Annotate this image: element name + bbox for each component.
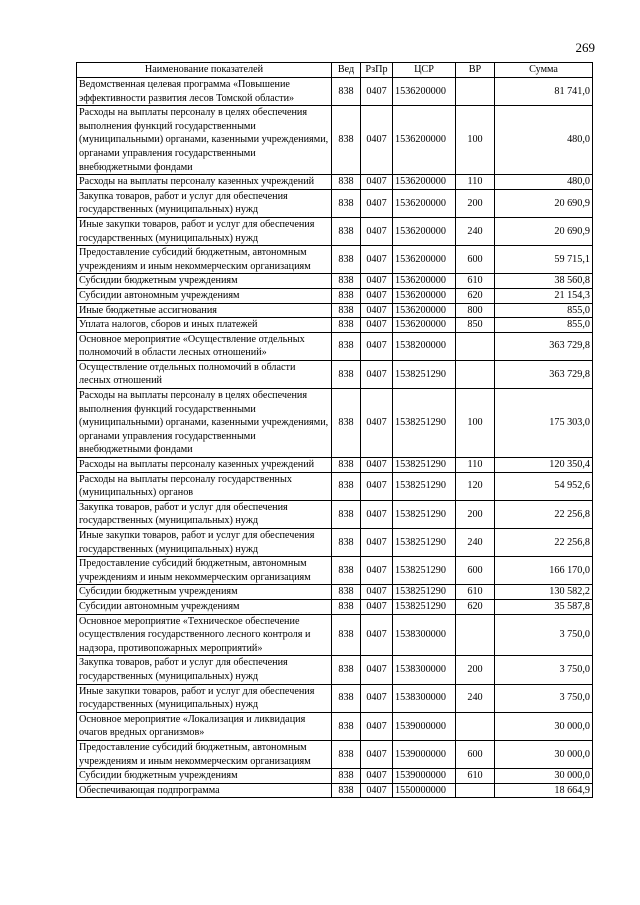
table-row <box>77 389 593 458</box>
row-name: Иные закупки товаров, работ и услуг для обеспечения государственных (муниципальных) нужд <box>77 217 332 245</box>
row-ved: 838 <box>332 175 361 190</box>
row-sum: 81 741,0 <box>495 78 593 106</box>
row-sum: 120 350,4 <box>495 458 593 473</box>
row-rzpr: 0407 <box>361 106 393 175</box>
header-vr: ВР <box>456 63 495 78</box>
row-ved: 838 <box>332 288 361 303</box>
row-name: Субсидии бюджетным учреждениям <box>77 274 332 289</box>
row-rzpr: 0407 <box>361 318 393 333</box>
table-row <box>77 458 593 473</box>
row-ved: 838 <box>332 360 361 388</box>
row-ved: 838 <box>332 500 361 528</box>
row-name: Осуществление отдельных полномочий в области лесных отношений <box>77 360 332 388</box>
row-vr: 240 <box>456 529 495 557</box>
row-rzpr: 0407 <box>361 500 393 528</box>
row-rzpr: 0407 <box>361 529 393 557</box>
table-row <box>77 599 593 614</box>
row-vr: 100 <box>456 106 495 175</box>
row-vr: 200 <box>456 500 495 528</box>
row-ved: 838 <box>332 614 361 656</box>
header-name: Наименование показателей <box>77 63 332 78</box>
table-row <box>77 472 593 500</box>
row-sum: 59 715,1 <box>495 246 593 274</box>
table-row <box>77 557 593 585</box>
row-csr: 1538251290 <box>393 389 456 458</box>
row-vr: 620 <box>456 288 495 303</box>
row-sum: 363 729,8 <box>495 360 593 388</box>
row-ved: 838 <box>332 332 361 360</box>
row-ved: 838 <box>332 585 361 600</box>
row-csr: 1536200000 <box>393 175 456 190</box>
table-row <box>77 712 593 740</box>
row-vr: 600 <box>456 246 495 274</box>
row-rzpr: 0407 <box>361 712 393 740</box>
row-csr: 1538251290 <box>393 472 456 500</box>
row-ved: 838 <box>332 740 361 768</box>
table-row <box>77 656 593 684</box>
row-vr: 610 <box>456 769 495 784</box>
row-name: Расходы на выплаты персоналу в целях обеспечения выполнения функций государственными (муниципальными) органами, казенными учреждениями, органами управления государственными внебюджетными фондами <box>77 106 332 175</box>
row-csr: 1538251290 <box>393 529 456 557</box>
row-sum: 3 750,0 <box>495 614 593 656</box>
row-csr: 1539000000 <box>393 712 456 740</box>
row-vr: 200 <box>456 656 495 684</box>
row-name: Обеспечивающая подпрограмма <box>77 783 332 798</box>
row-vr: 600 <box>456 557 495 585</box>
row-ved: 838 <box>332 472 361 500</box>
table-row <box>77 78 593 106</box>
row-csr: 1538300000 <box>393 656 456 684</box>
row-sum: 22 256,8 <box>495 529 593 557</box>
row-vr: 620 <box>456 599 495 614</box>
row-sum: 38 560,8 <box>495 274 593 289</box>
row-rzpr: 0407 <box>361 472 393 500</box>
row-vr: 240 <box>456 217 495 245</box>
header-ved: Вед <box>332 63 361 78</box>
row-ved: 838 <box>332 78 361 106</box>
row-sum: 3 750,0 <box>495 656 593 684</box>
table-row <box>77 585 593 600</box>
row-sum: 130 582,2 <box>495 585 593 600</box>
row-ved: 838 <box>332 599 361 614</box>
row-rzpr: 0407 <box>361 684 393 712</box>
row-rzpr: 0407 <box>361 78 393 106</box>
row-rzpr: 0407 <box>361 175 393 190</box>
row-name: Субсидии бюджетным учреждениям <box>77 769 332 784</box>
row-vr: 200 <box>456 189 495 217</box>
row-sum: 22 256,8 <box>495 500 593 528</box>
table-row <box>77 175 593 190</box>
table-row <box>77 189 593 217</box>
row-csr: 1550000000 <box>393 783 456 798</box>
header-csr: ЦСР <box>393 63 456 78</box>
table-row <box>77 360 593 388</box>
row-csr: 1536200000 <box>393 78 456 106</box>
row-sum: 166 170,0 <box>495 557 593 585</box>
row-sum: 54 952,6 <box>495 472 593 500</box>
row-name: Основное мероприятие «Техническое обеспечение осуществления государственного лесного контроля и надзора, противопожарных мероприятий» <box>77 614 332 656</box>
row-vr: 110 <box>456 175 495 190</box>
row-name: Закупка товаров, работ и услуг для обеспечения государственных (муниципальных) нужд <box>77 656 332 684</box>
row-rzpr: 0407 <box>361 783 393 798</box>
table-row <box>77 769 593 784</box>
row-csr: 1538251290 <box>393 599 456 614</box>
row-vr: 100 <box>456 389 495 458</box>
table-header-row <box>77 63 593 78</box>
row-sum: 855,0 <box>495 303 593 318</box>
row-rzpr: 0407 <box>361 585 393 600</box>
row-rzpr: 0407 <box>361 599 393 614</box>
table-row <box>77 500 593 528</box>
table-row <box>77 684 593 712</box>
row-rzpr: 0407 <box>361 389 393 458</box>
row-name: Закупка товаров, работ и услуг для обеспечения государственных (муниципальных) нужд <box>77 189 332 217</box>
table-row <box>77 740 593 768</box>
row-ved: 838 <box>332 303 361 318</box>
row-vr: 610 <box>456 274 495 289</box>
row-vr <box>456 783 495 798</box>
row-csr: 1536200000 <box>393 318 456 333</box>
row-name: Предоставление субсидий бюджетным, автономным учреждениям и иным некоммерческим организациям <box>77 740 332 768</box>
row-name: Субсидии автономным учреждениям <box>77 288 332 303</box>
row-csr: 1536200000 <box>393 217 456 245</box>
row-ved: 838 <box>332 246 361 274</box>
row-rzpr: 0407 <box>361 458 393 473</box>
row-ved: 838 <box>332 783 361 798</box>
row-name: Расходы на выплаты персоналу казенных учреждений <box>77 458 332 473</box>
row-sum: 18 664,9 <box>495 783 593 798</box>
table-row <box>77 318 593 333</box>
row-name: Иные закупки товаров, работ и услуг для обеспечения государственных (муниципальных) нужд <box>77 529 332 557</box>
budget-table <box>76 62 593 798</box>
row-ved: 838 <box>332 389 361 458</box>
row-name: Субсидии автономным учреждениям <box>77 599 332 614</box>
row-ved: 838 <box>332 769 361 784</box>
row-vr: 240 <box>456 684 495 712</box>
row-ved: 838 <box>332 189 361 217</box>
row-sum: 35 587,8 <box>495 599 593 614</box>
table-body <box>77 78 593 798</box>
row-rzpr: 0407 <box>361 288 393 303</box>
row-sum: 855,0 <box>495 318 593 333</box>
table-row <box>77 614 593 656</box>
row-ved: 838 <box>332 656 361 684</box>
row-vr <box>456 332 495 360</box>
row-name: Субсидии бюджетным учреждениям <box>77 585 332 600</box>
row-vr: 120 <box>456 472 495 500</box>
row-vr <box>456 614 495 656</box>
table-row <box>77 783 593 798</box>
row-sum: 480,0 <box>495 175 593 190</box>
row-ved: 838 <box>332 274 361 289</box>
row-ved: 838 <box>332 529 361 557</box>
table-row <box>77 274 593 289</box>
row-csr: 1538300000 <box>393 614 456 656</box>
row-csr: 1538251290 <box>393 360 456 388</box>
row-sum: 20 690,9 <box>495 189 593 217</box>
row-rzpr: 0407 <box>361 274 393 289</box>
row-vr <box>456 712 495 740</box>
row-csr: 1539000000 <box>393 740 456 768</box>
row-rzpr: 0407 <box>361 189 393 217</box>
row-rzpr: 0407 <box>361 656 393 684</box>
row-vr: 610 <box>456 585 495 600</box>
row-rzpr: 0407 <box>361 246 393 274</box>
row-csr: 1538251290 <box>393 500 456 528</box>
row-rzpr: 0407 <box>361 303 393 318</box>
row-vr <box>456 360 495 388</box>
row-vr: 600 <box>456 740 495 768</box>
row-ved: 838 <box>332 106 361 175</box>
row-name: Закупка товаров, работ и услуг для обеспечения государственных (муниципальных) нужд <box>77 500 332 528</box>
table-row <box>77 106 593 175</box>
row-rzpr: 0407 <box>361 217 393 245</box>
table-row <box>77 303 593 318</box>
row-csr: 1538251290 <box>393 458 456 473</box>
row-vr <box>456 78 495 106</box>
row-name: Основное мероприятие «Локализация и ликвидация очагов вредных организмов» <box>77 712 332 740</box>
row-ved: 838 <box>332 557 361 585</box>
row-name: Основное мероприятие «Осуществление отдельных полномочий в области лесных отношений» <box>77 332 332 360</box>
table-row <box>77 288 593 303</box>
row-rzpr: 0407 <box>361 557 393 585</box>
row-vr: 110 <box>456 458 495 473</box>
row-sum: 30 000,0 <box>495 712 593 740</box>
row-name: Расходы на выплаты персоналу государственных (муниципальных) органов <box>77 472 332 500</box>
row-csr: 1538200000 <box>393 332 456 360</box>
row-sum: 21 154,3 <box>495 288 593 303</box>
row-name: Уплата налогов, сборов и иных платежей <box>77 318 332 333</box>
row-ved: 838 <box>332 684 361 712</box>
row-sum: 30 000,0 <box>495 769 593 784</box>
row-sum: 480,0 <box>495 106 593 175</box>
row-sum: 20 690,9 <box>495 217 593 245</box>
row-ved: 838 <box>332 712 361 740</box>
row-rzpr: 0407 <box>361 360 393 388</box>
row-csr: 1539000000 <box>393 769 456 784</box>
row-name: Ведомственная целевая программа «Повышение эффективности развития лесов Томской области» <box>77 78 332 106</box>
table-row <box>77 529 593 557</box>
row-csr: 1538251290 <box>393 557 456 585</box>
row-vr: 800 <box>456 303 495 318</box>
row-rzpr: 0407 <box>361 769 393 784</box>
row-ved: 838 <box>332 318 361 333</box>
row-name: Предоставление субсидий бюджетным, автономным учреждениям и иным некоммерческим организациям <box>77 246 332 274</box>
row-name: Предоставление субсидий бюджетным, автономным учреждениям и иным некоммерческим организациям <box>77 557 332 585</box>
table-row <box>77 217 593 245</box>
row-name: Расходы на выплаты персоналу в целях обеспечения выполнения функций государственными (муниципальными) органами, казенными учреждениями, органами управления государственными внебюджетными фондами <box>77 389 332 458</box>
page-number: 269 <box>575 40 595 55</box>
header-rzpr: РзПр <box>361 63 393 78</box>
row-sum: 3 750,0 <box>495 684 593 712</box>
row-sum: 363 729,8 <box>495 332 593 360</box>
row-sum: 30 000,0 <box>495 740 593 768</box>
row-csr: 1536200000 <box>393 274 456 289</box>
row-sum: 175 303,0 <box>495 389 593 458</box>
table-row <box>77 332 593 360</box>
row-ved: 838 <box>332 217 361 245</box>
row-name: Иные закупки товаров, работ и услуг для обеспечения государственных (муниципальных) нужд <box>77 684 332 712</box>
row-csr: 1538251290 <box>393 585 456 600</box>
row-name: Расходы на выплаты персоналу казенных учреждений <box>77 175 332 190</box>
table-row <box>77 246 593 274</box>
row-ved: 838 <box>332 458 361 473</box>
row-csr: 1536200000 <box>393 246 456 274</box>
row-csr: 1536200000 <box>393 106 456 175</box>
row-vr: 850 <box>456 318 495 333</box>
row-rzpr: 0407 <box>361 614 393 656</box>
row-rzpr: 0407 <box>361 332 393 360</box>
row-csr: 1536200000 <box>393 303 456 318</box>
row-rzpr: 0407 <box>361 740 393 768</box>
row-csr: 1536200000 <box>393 189 456 217</box>
row-name: Иные бюджетные ассигнования <box>77 303 332 318</box>
row-csr: 1538300000 <box>393 684 456 712</box>
row-csr: 1536200000 <box>393 288 456 303</box>
header-sum: Сумма <box>495 63 593 78</box>
